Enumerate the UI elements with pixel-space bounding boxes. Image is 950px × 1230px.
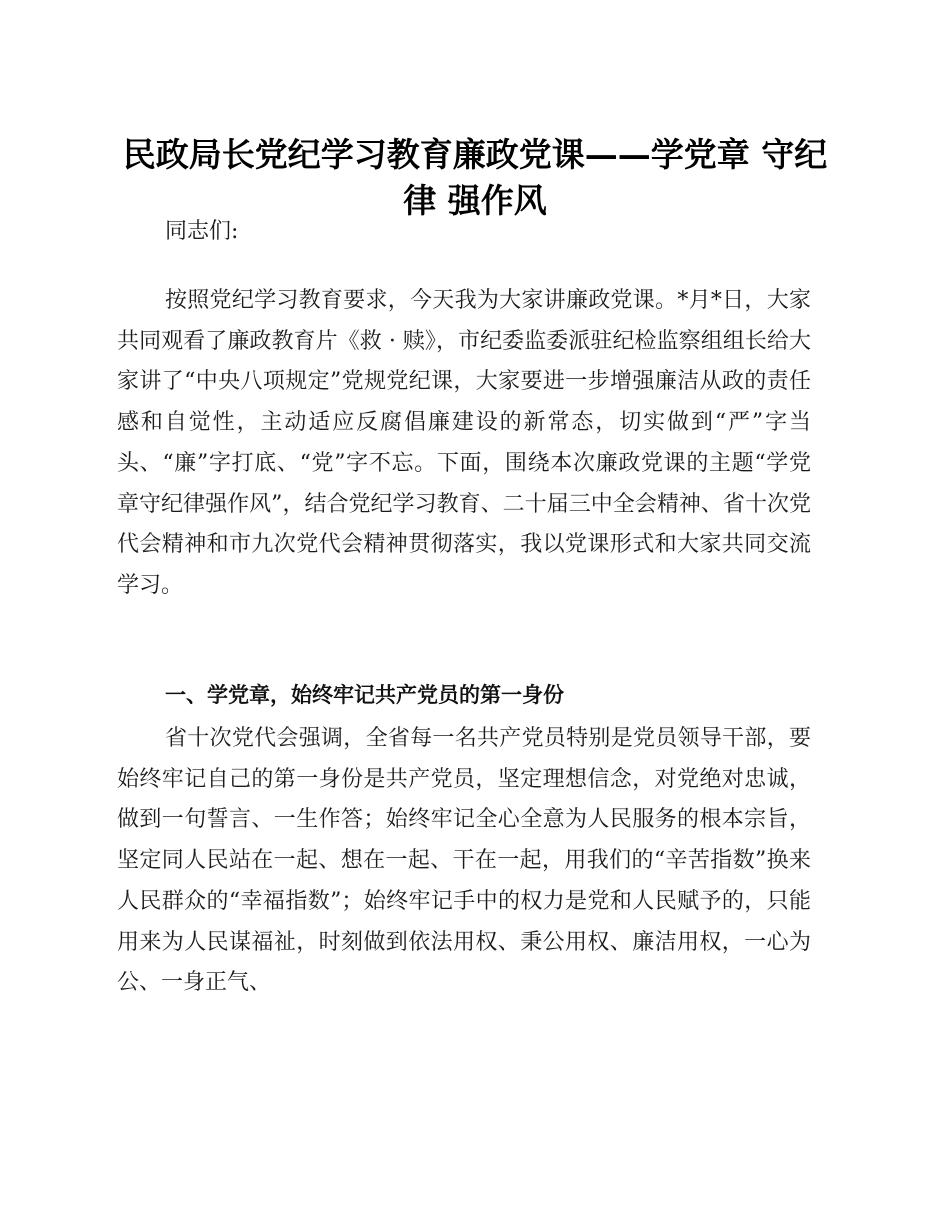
document-title: 民政局长党纪学习教育廉政党课——学党章 守纪律 强作风 [122, 135, 828, 220]
section-heading: 一、学党章，始终牢记共产党员的第一身份 [165, 683, 564, 707]
body-paragraph: 按照党纪学习教育要求，今天我为大家讲廉政党课。*月*日，大家共同观看了廉政教育片《救 · 赎》，市纪委监委派驻纪检监察组组长给大家讲了“中央八项规定”党规党纪课，大家要进一步增强廉洁从政的责任感和自觉性，主动适应反腐倡廉建设的新常态，切实做到“严”字当头、“廉”字打底、“党”字不忘。下面，围绕本次廉政党课的主题“学党章守纪律强作风”，结合党纪学习教育、二十届三中全会精神、省十次党代会精神和市九次党代会精神贯彻落实，我以党课形式和大家共同交流学习。 [117, 288, 811, 598]
greeting: 同志们: [165, 219, 239, 244]
body-paragraph: 省十次党代会强调，全省每一名共产党员特别是党员领导干部，要始终牢记自己的第一身份是共产党员，坚定理想信念，对党绝对忠诚，做到一句誓言、一生作答；始终牢记全心全意为人民服务的根本宗旨，坚定同人民站在一起、想在一起、干在一起，用我们的“辛苦指数”换来人民群众的“幸福指数”；始终牢记手中的权力是党和人民赋予的，只能用来为人民谋福祉，时刻做到依法用权、秉公用权、廉洁用权，一心为公、一身正气、 [117, 726, 811, 996]
